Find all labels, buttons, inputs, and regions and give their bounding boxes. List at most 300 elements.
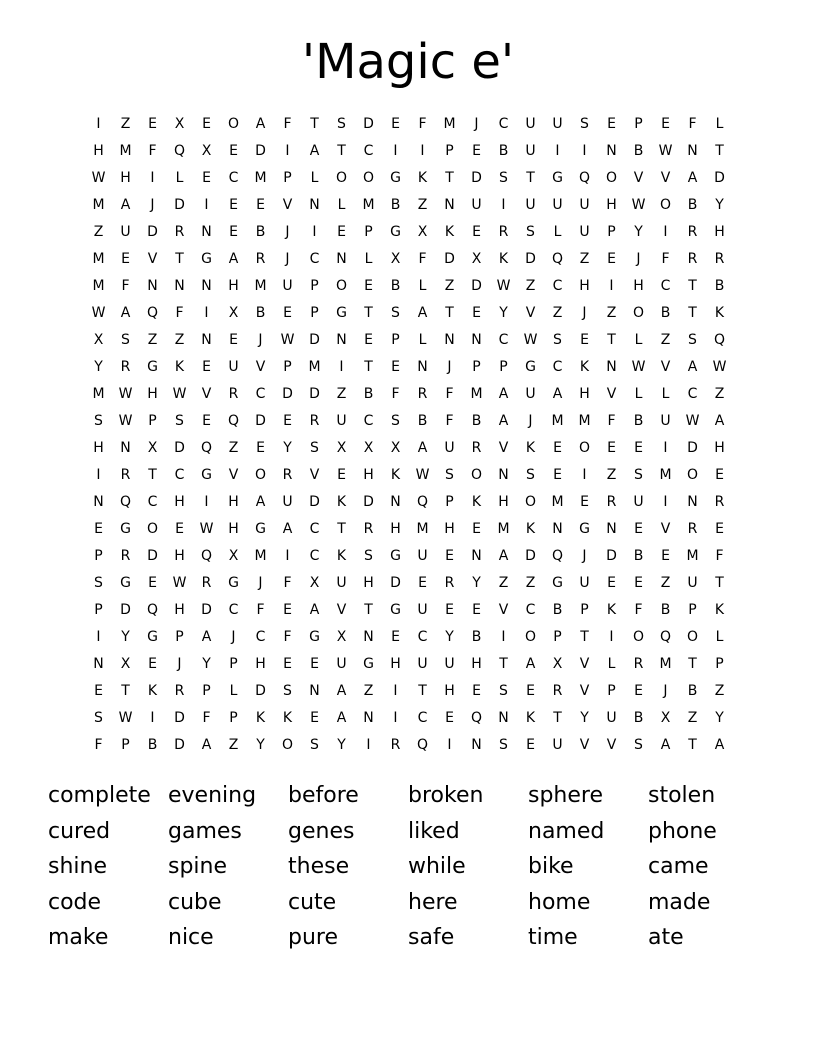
grid-letter: M [254, 548, 267, 564]
grid-letter: P [715, 656, 724, 672]
grid-letter: E [661, 548, 670, 564]
grid-letter: F [94, 737, 103, 753]
grid-letter: U [606, 710, 617, 726]
grid-letter: D [471, 278, 482, 294]
grid-letter: B [552, 602, 563, 618]
grid-letter: X [201, 143, 212, 159]
grid-letter: Z [525, 575, 536, 591]
grid-letter: E [526, 737, 535, 753]
grid-letter: T [526, 170, 535, 186]
grid-letter: A [687, 170, 698, 186]
grid-letter: F [256, 602, 265, 618]
grid-letter: N [552, 521, 563, 537]
grid-letter: J [258, 332, 263, 348]
grid-letter: T [364, 359, 373, 375]
grid-letter: K [147, 683, 158, 699]
grid-letter: G [579, 521, 590, 537]
grid-letter: N [336, 332, 347, 348]
grid-letter: M [443, 116, 456, 132]
grid-row [85, 491, 733, 518]
grid-row [85, 167, 733, 194]
grid-row [85, 680, 733, 707]
grid-letter: Z [660, 575, 671, 591]
grid-letter: E [364, 278, 373, 294]
grid-row [85, 626, 733, 653]
grid-letter: F [661, 251, 670, 267]
grid-letter: F [148, 143, 157, 159]
grid-letter: B [417, 413, 428, 429]
grid-letter: R [120, 467, 131, 483]
grid-letter: O [254, 467, 267, 483]
grid-letter: T [337, 143, 346, 159]
grid-letter: W [118, 710, 133, 726]
grid-letter: Z [336, 386, 347, 402]
grid-letter: W [91, 305, 106, 321]
grid-letter: T [175, 251, 184, 267]
word-list-item: sphere [528, 783, 604, 808]
grid-letter: D [363, 494, 374, 510]
grid-letter: I [366, 737, 371, 753]
grid-letter: N [687, 494, 698, 510]
grid-letter: O [686, 629, 699, 645]
grid-letter: Z [363, 683, 374, 699]
grid-letter: Z [606, 305, 617, 321]
grid-letter: Z [687, 710, 698, 726]
grid-letter: Q [551, 251, 564, 267]
grid-letter: Z [417, 197, 428, 213]
grid-letter: J [528, 413, 533, 429]
grid-letter: F [391, 386, 400, 402]
grid-letter: U [444, 656, 455, 672]
grid-letter: X [309, 575, 320, 591]
grid-letter: V [309, 467, 320, 483]
grid-letter: H [147, 386, 158, 402]
grid-letter: D [606, 548, 617, 564]
grid-letter: X [552, 656, 563, 672]
grid-letter: I [582, 467, 587, 483]
grid-letter: Q [659, 629, 672, 645]
grid-letter: P [553, 629, 562, 645]
grid-letter: W [712, 359, 727, 375]
grid-letter: Q [146, 602, 159, 618]
grid-letter: V [633, 170, 644, 186]
grid-row [85, 410, 733, 437]
grid-letter: N [390, 494, 401, 510]
grid-letter: E [553, 440, 562, 456]
grid-letter: D [363, 116, 374, 132]
grid-letter: T [337, 521, 346, 537]
grid-letter: V [579, 737, 590, 753]
grid-letter: H [444, 683, 455, 699]
grid-letter: H [228, 521, 239, 537]
grid-letter: D [282, 386, 293, 402]
grid-letter: S [310, 440, 319, 456]
grid-letter: M [686, 548, 699, 564]
grid-letter: I [285, 548, 290, 564]
grid-letter: D [471, 170, 482, 186]
grid-letter: B [147, 737, 158, 753]
grid-letter: U [552, 737, 563, 753]
grid-letter: J [150, 197, 155, 213]
grid-letter: S [337, 116, 346, 132]
grid-letter: M [92, 278, 105, 294]
grid-letter: I [663, 494, 668, 510]
grid-letter: T [148, 467, 157, 483]
grid-letter: E [364, 332, 373, 348]
grid-letter: J [474, 116, 479, 132]
grid-letter: A [660, 737, 671, 753]
grid-letter: F [283, 629, 292, 645]
grid-letter: H [228, 494, 239, 510]
grid-row [85, 599, 733, 626]
grid-letter: U [579, 575, 590, 591]
grid-letter: I [609, 278, 614, 294]
grid-letter: M [497, 521, 510, 537]
grid-letter: U [525, 386, 536, 402]
grid-letter: N [201, 224, 212, 240]
grid-letter: G [255, 521, 266, 537]
grid-letter: C [552, 278, 563, 294]
word-list-item: safe [408, 925, 455, 950]
grid-letter: V [282, 197, 293, 213]
grid-letter: Q [173, 143, 186, 159]
grid-letter: I [285, 143, 290, 159]
grid-letter: W [118, 386, 133, 402]
grid-letter: E [472, 224, 481, 240]
grid-letter: L [634, 332, 643, 348]
grid-letter: O [605, 170, 618, 186]
grid-letter: D [714, 170, 725, 186]
grid-letter: U [552, 116, 563, 132]
grid-letter: S [364, 548, 373, 564]
grid-letter: E [580, 494, 589, 510]
grid-letter: D [120, 602, 131, 618]
grid-letter: T [580, 629, 589, 645]
grid-letter: C [147, 494, 158, 510]
grid-letter: T [418, 683, 427, 699]
grid-row [85, 653, 733, 680]
grid-letter: Q [227, 413, 240, 429]
grid-letter: S [526, 467, 535, 483]
grid-letter: P [472, 359, 481, 375]
grid-letter: O [632, 629, 645, 645]
grid-letter: E [148, 116, 157, 132]
grid-letter: R [309, 413, 320, 429]
grid-letter: H [714, 224, 725, 240]
grid-letter: E [337, 467, 346, 483]
grid-letter: S [391, 305, 400, 321]
grid-letter: K [336, 548, 347, 564]
grid-letter: R [255, 251, 266, 267]
grid-letter: P [229, 656, 238, 672]
grid-letter: F [607, 413, 616, 429]
word-list-item: while [408, 854, 466, 879]
grid-letter: I [501, 197, 506, 213]
grid-letter: A [498, 413, 509, 429]
grid-letter: X [228, 305, 239, 321]
word-list-item: broken [408, 783, 484, 808]
grid-letter: G [228, 575, 239, 591]
word-list-item: complete [48, 783, 151, 808]
grid-letter: C [363, 413, 374, 429]
grid-letter: P [445, 143, 454, 159]
word-list-item: genes [288, 818, 355, 844]
grid-letter: U [633, 494, 644, 510]
grid-letter: F [688, 116, 697, 132]
grid-letter: K [525, 710, 536, 726]
grid-letter: D [525, 548, 536, 564]
word-list-row [48, 885, 768, 921]
grid-row [85, 140, 733, 167]
grid-letter: G [552, 575, 563, 591]
grid-letter: E [202, 170, 211, 186]
grid-letter: C [552, 359, 563, 375]
grid-letter: M [92, 386, 105, 402]
grid-letter: J [636, 251, 641, 267]
word-list-row [48, 778, 768, 814]
grid-letter: S [499, 683, 508, 699]
word-list-item: before [288, 783, 359, 808]
grid-letter: F [283, 575, 292, 591]
grid-row [85, 329, 733, 356]
grid-letter: L [337, 197, 346, 213]
grid-letter: T [445, 305, 454, 321]
grid-letter: N [309, 683, 320, 699]
grid-letter: T [364, 602, 373, 618]
grid-letter: O [578, 440, 591, 456]
grid-letter: Z [228, 440, 239, 456]
grid-letter: A [336, 683, 347, 699]
grid-letter: X [120, 656, 131, 672]
grid-letter: E [472, 683, 481, 699]
grid-letter: S [526, 224, 535, 240]
grid-letter: F [175, 305, 184, 321]
grid-letter: C [687, 386, 698, 402]
grid-row [85, 248, 733, 275]
grid-letter: E [634, 440, 643, 456]
grid-letter: E [607, 116, 616, 132]
grid-letter: K [336, 494, 347, 510]
grid-letter: J [285, 224, 290, 240]
grid-letter: P [607, 683, 616, 699]
grid-letter: E [94, 683, 103, 699]
grid-letter: T [499, 656, 508, 672]
word-list-item: came [648, 854, 709, 879]
grid-letter: E [472, 143, 481, 159]
grid-letter: M [470, 386, 483, 402]
word-list-item: cute [288, 889, 337, 915]
grid-letter: D [255, 413, 266, 429]
grid-letter: C [255, 386, 266, 402]
grid-letter: G [201, 251, 212, 267]
grid-letter: R [120, 548, 131, 564]
grid-letter: Y [121, 629, 130, 645]
grid-letter: P [175, 629, 184, 645]
grid-row [85, 464, 733, 491]
grid-letter: U [660, 413, 671, 429]
grid-letter: I [447, 737, 452, 753]
grid-letter: B [633, 143, 644, 159]
grid-letter: I [393, 683, 398, 699]
grid-letter: R [633, 656, 644, 672]
grid-letter: F [418, 251, 427, 267]
grid-letter: D [390, 575, 401, 591]
grid-letter: L [175, 170, 184, 186]
grid-letter: Q [200, 548, 213, 564]
grid-letter: X [390, 251, 401, 267]
grid-letter: J [582, 305, 587, 321]
grid-letter: M [659, 656, 672, 672]
grid-letter: W [685, 413, 700, 429]
grid-letter: U [444, 440, 455, 456]
grid-letter: S [688, 332, 697, 348]
grid-letter: I [312, 224, 317, 240]
grid-letter: Q [200, 440, 213, 456]
grid-letter: H [174, 548, 185, 564]
grid-letter: L [715, 629, 724, 645]
word-list-item: stolen [648, 783, 716, 808]
grid-letter: J [285, 251, 290, 267]
grid-letter: P [121, 737, 130, 753]
grid-row [85, 518, 733, 545]
grid-letter: U [687, 575, 698, 591]
grid-letter: I [609, 629, 614, 645]
grid-letter: P [202, 683, 211, 699]
grid-letter: N [687, 143, 698, 159]
grid-letter: N [444, 197, 455, 213]
grid-letter: A [714, 413, 725, 429]
grid-letter: N [444, 332, 455, 348]
grid-letter: R [606, 494, 617, 510]
grid-letter: D [201, 602, 212, 618]
grid-row [85, 437, 733, 464]
grid-row [85, 356, 733, 383]
grid-letter: V [147, 251, 158, 267]
grid-letter: O [659, 197, 672, 213]
word-list [48, 778, 768, 956]
grid-letter: V [579, 656, 590, 672]
grid-letter: B [660, 602, 671, 618]
grid-letter: C [525, 602, 536, 618]
grid-letter: U [417, 656, 428, 672]
grid-letter: E [607, 251, 616, 267]
grid-letter: V [525, 305, 536, 321]
grid-letter: P [580, 602, 589, 618]
grid-letter: G [390, 170, 401, 186]
grid-letter: H [93, 143, 104, 159]
grid-letter: V [201, 386, 212, 402]
grid-letter: P [310, 278, 319, 294]
grid-letter: Q [416, 737, 429, 753]
grid-letter: U [336, 656, 347, 672]
grid-letter: E [229, 197, 238, 213]
grid-letter: M [92, 251, 105, 267]
grid-letter: E [310, 710, 319, 726]
grid-letter: N [606, 521, 617, 537]
grid-letter: U [417, 548, 428, 564]
grid-letter: B [633, 413, 644, 429]
grid-letter: N [471, 332, 482, 348]
grid-letter: S [94, 710, 103, 726]
grid-letter: I [204, 305, 209, 321]
grid-letter: Z [714, 683, 725, 699]
grid-letter: R [498, 224, 509, 240]
grid-letter: T [607, 332, 616, 348]
grid-letter: C [498, 332, 509, 348]
grid-letter: B [255, 224, 266, 240]
grid-letter: K [714, 305, 725, 321]
grid-letter: C [498, 116, 509, 132]
grid-letter: U [579, 224, 590, 240]
grid-letter: E [283, 413, 292, 429]
grid-letter: C [174, 467, 185, 483]
grid-letter: M [578, 413, 591, 429]
grid-letter: X [147, 440, 158, 456]
grid-letter: J [582, 548, 587, 564]
grid-letter: M [416, 521, 429, 537]
grid-letter: H [714, 440, 725, 456]
grid-letter: K [579, 359, 590, 375]
grid-letter: E [580, 332, 589, 348]
grid-letter: P [607, 224, 616, 240]
grid-letter: E [634, 575, 643, 591]
grid-letter: U [579, 197, 590, 213]
grid-letter: I [96, 467, 101, 483]
word-list-row [48, 814, 768, 850]
grid-letter: X [471, 251, 482, 267]
grid-letter: R [174, 224, 185, 240]
letter-grid [85, 113, 733, 761]
grid-letter: E [391, 629, 400, 645]
grid-letter: R [444, 575, 455, 591]
grid-letter: I [150, 170, 155, 186]
grid-letter: T [364, 305, 373, 321]
grid-letter: X [336, 629, 347, 645]
grid-letter: P [499, 359, 508, 375]
grid-letter: S [283, 683, 292, 699]
grid-letter: X [660, 710, 671, 726]
grid-letter: K [606, 602, 617, 618]
grid-letter: P [283, 359, 292, 375]
grid-letter: P [148, 413, 157, 429]
grid-letter: B [714, 278, 725, 294]
grid-letter: L [229, 683, 238, 699]
word-list-item: home [528, 889, 591, 915]
grid-letter: A [255, 116, 266, 132]
grid-letter: L [715, 116, 724, 132]
word-list-item: nice [168, 925, 214, 950]
grid-row [85, 734, 733, 761]
grid-letter: V [498, 602, 509, 618]
grid-letter: H [363, 575, 374, 591]
grid-letter: L [418, 278, 427, 294]
grid-letter: Y [715, 197, 724, 213]
grid-letter: E [202, 116, 211, 132]
grid-letter: V [660, 359, 671, 375]
word-list-item: cube [168, 889, 222, 915]
grid-letter: R [687, 251, 698, 267]
grid-letter: P [391, 332, 400, 348]
grid-letter: Q [551, 548, 564, 564]
grid-letter: A [552, 386, 563, 402]
grid-letter: R [201, 575, 212, 591]
grid-letter: I [420, 143, 425, 159]
word-list-item: ate [648, 925, 684, 950]
grid-letter: A [201, 629, 212, 645]
grid-letter: U [228, 359, 239, 375]
grid-letter: X [363, 440, 374, 456]
grid-letter: Z [660, 332, 671, 348]
